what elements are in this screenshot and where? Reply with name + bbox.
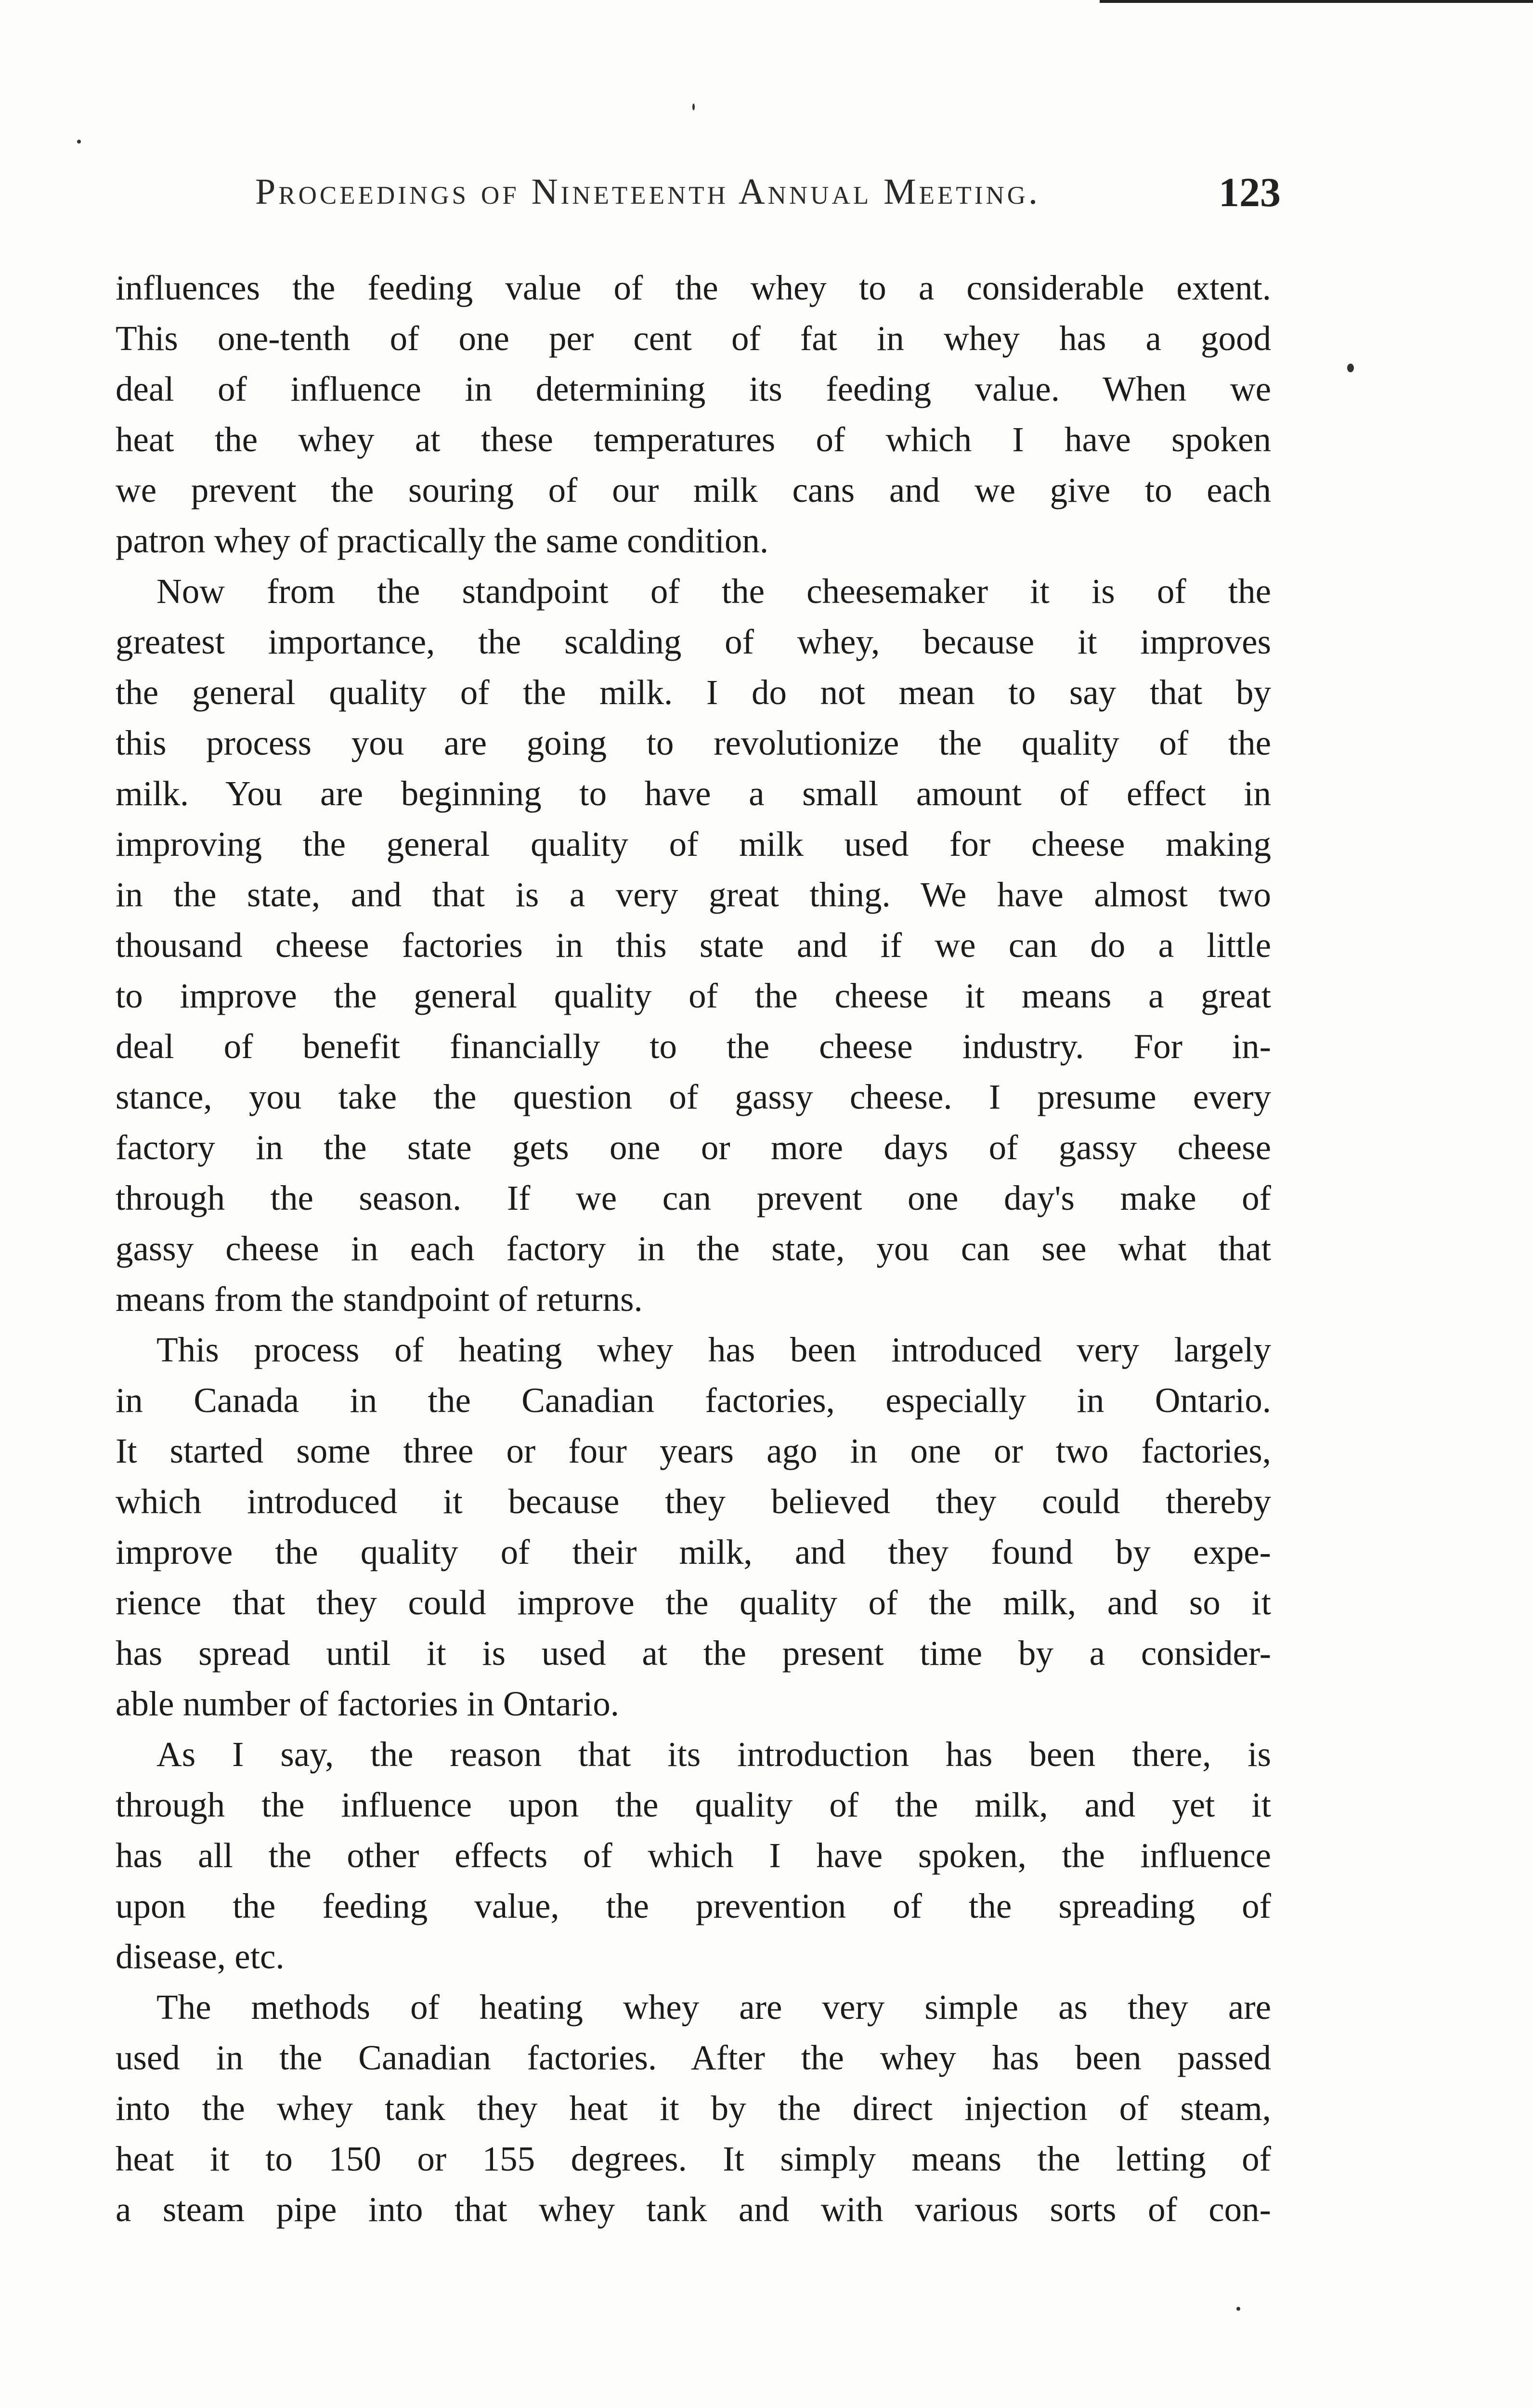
text-line: which introduced it because they believed they could thereby [116,1482,1271,1521]
text-line: influences the feeding value of the whey to a considerable extent. [116,268,1271,307]
text-line: through the season. If we can prevent one day's make of [116,1178,1271,1217]
page-header [255,166,1281,224]
text-line: rience that they could improve the quality of the milk, and so it [116,1583,1271,1622]
text-line: to improve the general quality of the cheese it means a great [116,976,1271,1015]
text-line: has spread until it is used at the present time by a consider- [116,1634,1271,1673]
text-line: It started some three or four years ago in one or two factories, [116,1431,1271,1470]
text-line: disease, etc. [116,1937,285,1976]
text-line: in the state, and that is a very great thing. We have almost two [116,875,1271,914]
text-line: able number of factories in Ontario. [116,1684,619,1723]
text-line: improving the general quality of milk used for cheese making [116,824,1271,864]
scan-speck [77,140,81,144]
text-line: factory in the state gets one or more days of gassy cheese [116,1128,1271,1167]
text-line: thousand cheese factories in this state and if we can do a little [116,926,1271,965]
text-line: a steam pipe into that whey tank and with various sorts of con- [116,2190,1271,2229]
text-line: Now from the standpoint of the cheesemaker it is of the [156,572,1271,611]
text-line: used in the Canadian factories. After the whey has been passed [116,2038,1271,2077]
page-number: 123 [1219,169,1281,215]
paragraph-4 [116,1729,1271,1982]
body-text [116,262,1271,2235]
paragraph-5 [116,1982,1271,2235]
text-line: heat it to 150 or 155 degrees. It simply means the letting of [116,2139,1271,2178]
paragraph-2 [116,566,1271,1324]
paragraph-3 [116,1324,1271,1729]
scan-speck [1347,364,1354,372]
text-line: stance, you take the question of gassy cheese. I presume every [116,1077,1271,1116]
text-line: improve the quality of their milk, and they found by expe- [116,1532,1271,1571]
text-line: greatest importance, the scalding of whey, because it improves [116,622,1271,661]
running-head: Proceedings of Nineteenth Annual Meeting. [255,171,1040,212]
text-line: this process you are going to revolutionize the quality of the [116,723,1271,762]
text-line: we prevent the souring of our milk cans and we give to each [116,471,1271,510]
text-line: patron whey of practically the same condition. [116,521,769,560]
paragraph-1 [116,262,1271,566]
text-line: deal of influence in determining its feeding value. When we [116,369,1271,408]
text-line: As I say, the reason that its introduction has been there, is [156,1735,1271,1774]
text-line: means from the standpoint of returns. [116,1280,643,1319]
text-line: the general quality of the milk. I do not mean to say that by [116,673,1271,712]
text-line: has all the other effects of which I have spoken, the influence [116,1836,1271,1875]
scan-speck [692,104,695,110]
text-line: gassy cheese in each factory in the state, you can see what that [116,1229,1271,1268]
scan-speck [1236,2307,1240,2311]
scan-edge-top [1100,0,1533,3]
text-line: heat the whey at these temperatures of which I have spoken [116,420,1271,459]
text-line: This process of heating whey has been introduced very largely [156,1330,1271,1369]
text-line: This one-tenth of one per cent of fat in whey has a good [116,319,1271,358]
text-line: through the influence upon the quality of the milk, and yet it [116,1785,1271,1824]
text-line: in Canada in the Canadian factories, especially in Ontario. [116,1381,1271,1420]
text-line: The methods of heating whey are very simple as they are [156,1988,1271,2027]
text-line: milk. You are beginning to have a small amount of effect in [116,774,1271,813]
text-line: upon the feeding value, the prevention of the spreading of [116,1886,1271,1925]
text-line: deal of benefit financially to the cheese industry. For in- [116,1027,1271,1066]
text-line: into the whey tank they heat it by the direct injection of steam, [116,2089,1271,2128]
